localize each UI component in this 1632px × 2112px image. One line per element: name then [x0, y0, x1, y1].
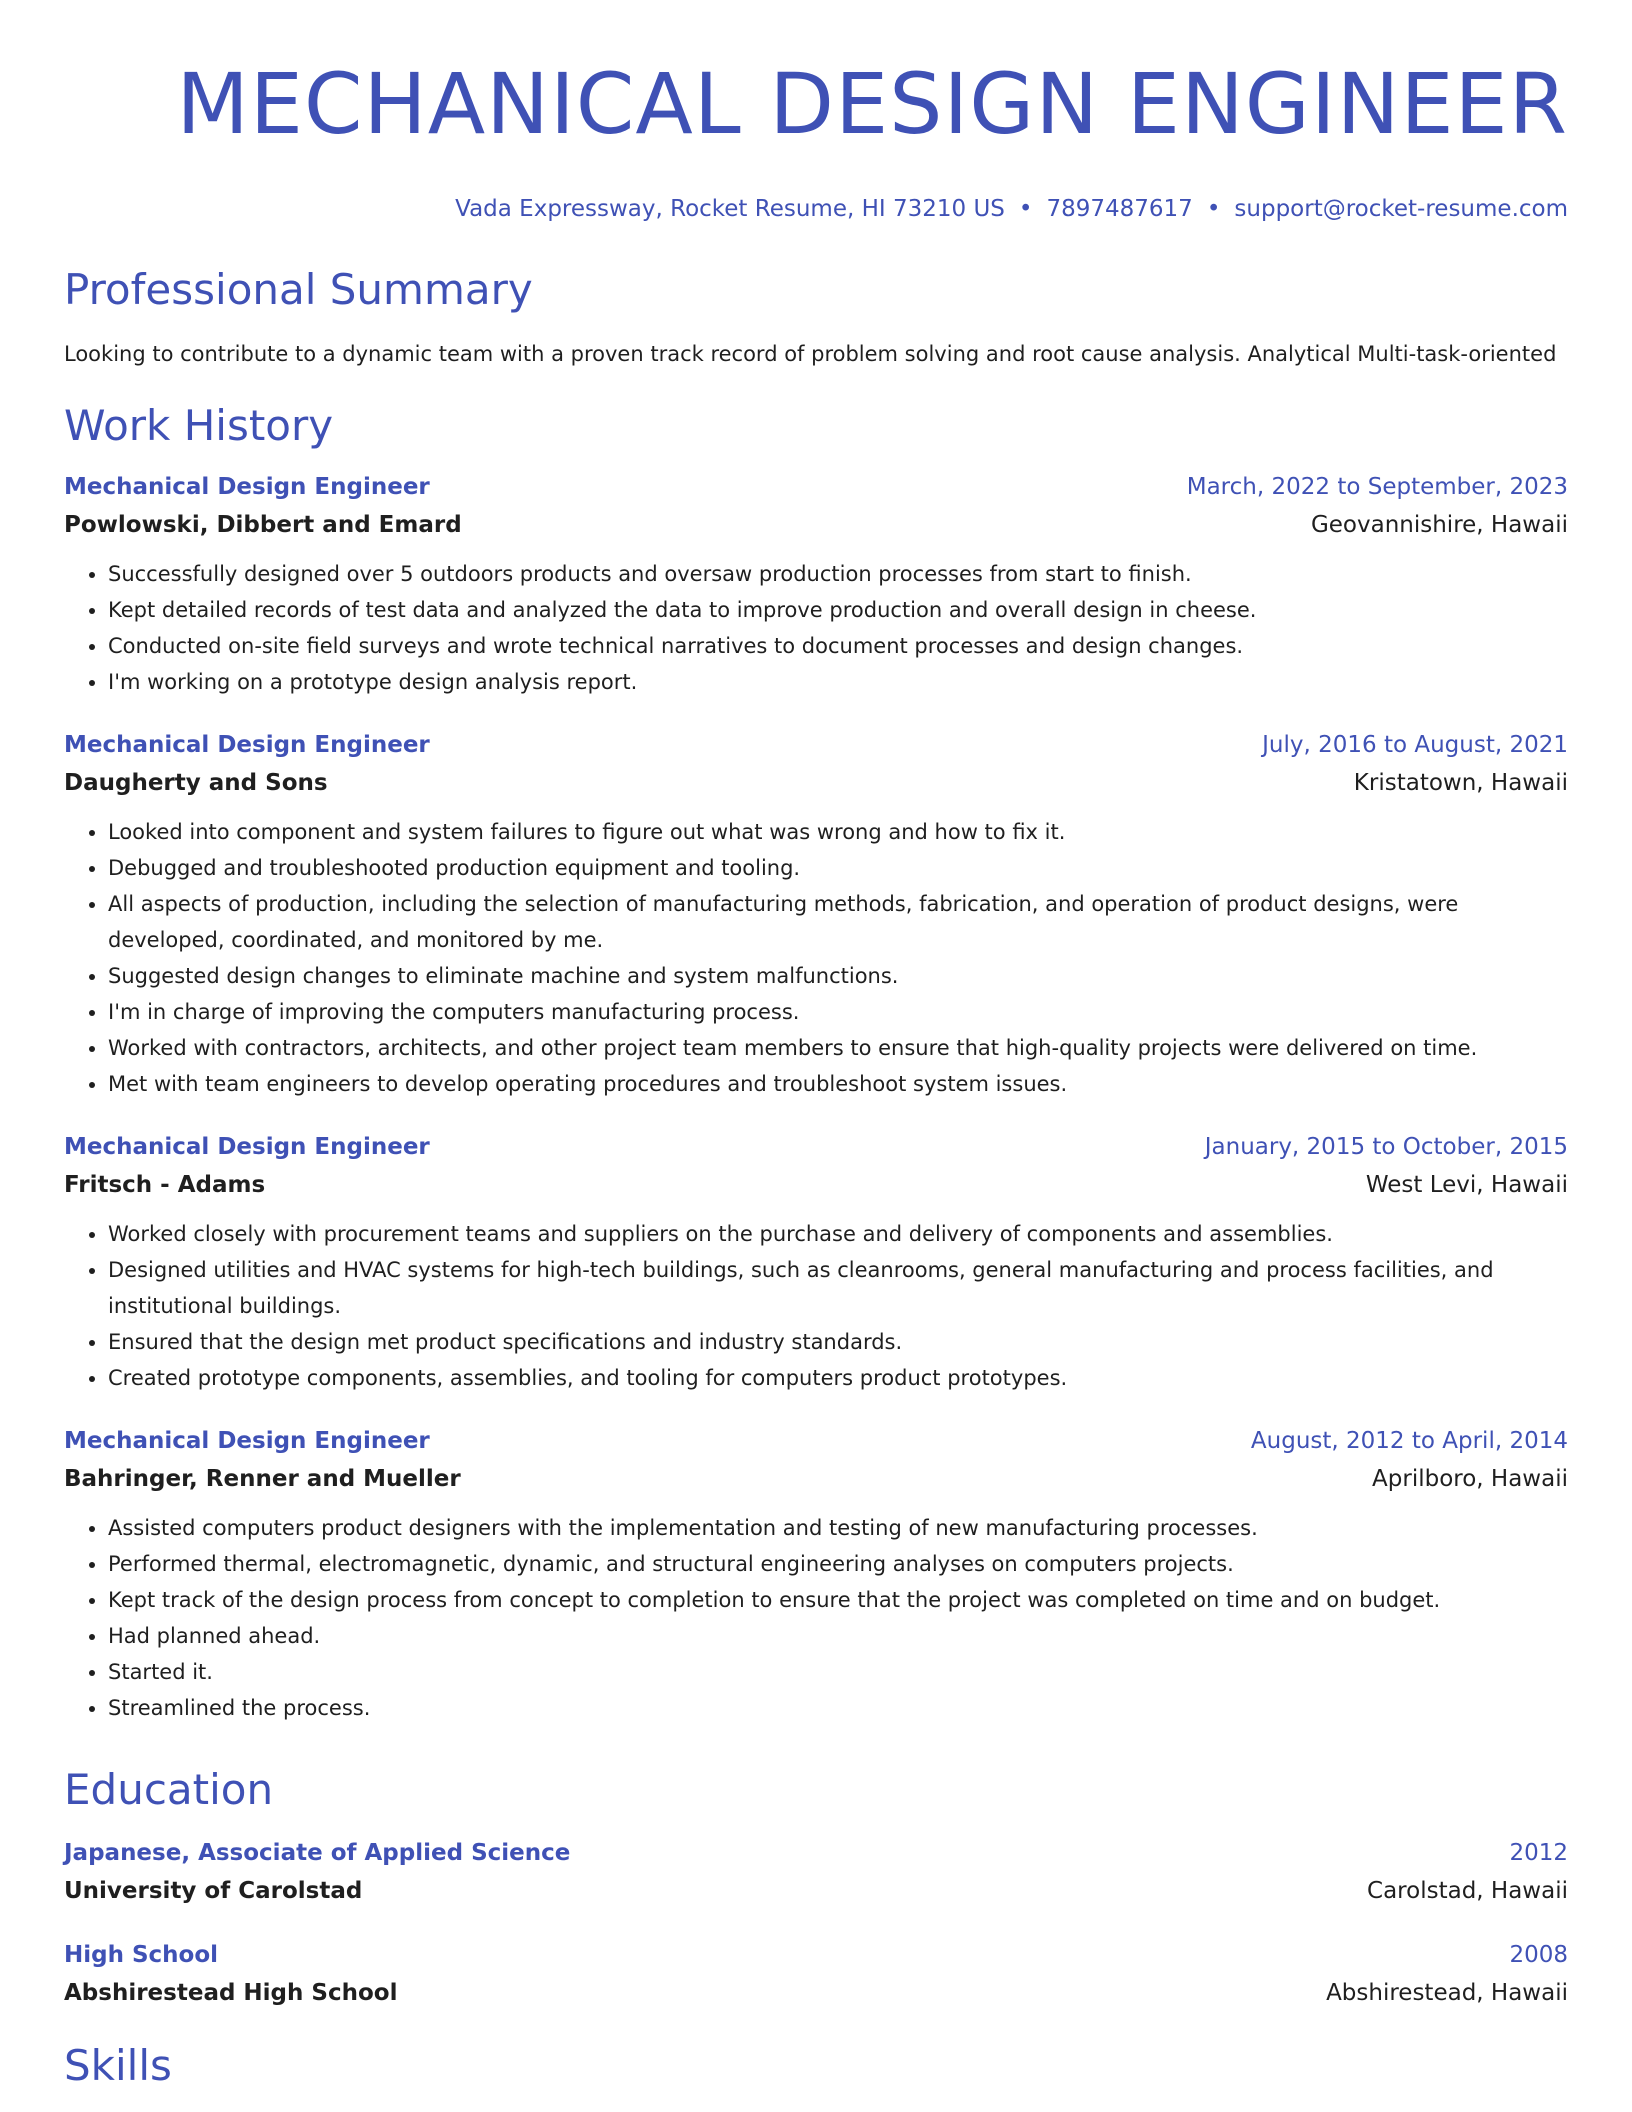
- job-entry: [64, 472, 1568, 700]
- job-bullet: • All aspects of production, including the selection of manufacturing methods, fabrication, and operation of product designs, were developed, coordinated, and monitored by me.: [108, 886, 1568, 958]
- job-bullet: • Started it.: [108, 1654, 1568, 1690]
- job-dates: March, 2022 to September, 2023: [1186, 474, 1568, 500]
- contact-line: [64, 194, 1568, 224]
- contact-phone: 7897487617: [1046, 196, 1193, 222]
- education-year: 2008: [1509, 1942, 1568, 1968]
- education-entry: [64, 1940, 1568, 2008]
- job-location: West Levi, Hawaii: [1365, 1172, 1568, 1198]
- job-company-row: [64, 502, 1568, 540]
- job-bullet: • Suggested design changes to eliminate machine and system malfunctions.: [108, 958, 1568, 994]
- education-year: 2012: [1509, 1840, 1568, 1866]
- job-company: Powlowski, Dibbert and Emard: [64, 512, 462, 538]
- job-company: Fritsch - Adams: [64, 1172, 266, 1198]
- job-company-row: [64, 760, 1568, 798]
- job-bullet: • Assisted computers product designers with the implementation and testing of new manufacturing processes.: [108, 1510, 1568, 1546]
- summary-text: Looking to contribute to a dynamic team with a proven track record of problem solving and root cause analysis. Analytical Multi-task-oriented: [64, 342, 1557, 366]
- job-location: Geovannishire, Hawaii: [1310, 512, 1568, 538]
- job-title: Mechanical Design Engineer: [64, 1428, 430, 1454]
- job-bullet: • I'm working on a prototype design analysis report.: [108, 664, 1568, 700]
- contact-email[interactable]: support@rocket-resume.com: [1234, 196, 1568, 222]
- resume-page: [64, 0, 1568, 2094]
- job-bullet: • Had planned ahead.: [108, 1618, 1568, 1654]
- job-company-row: [64, 1456, 1568, 1494]
- job-bullet: • Conducted on-site field surveys and wrote technical narratives to document processes and design changes.: [108, 628, 1568, 664]
- education-degree: High School: [64, 1942, 219, 1968]
- education-school: Abshirestead High School: [64, 1980, 398, 2006]
- contact-separator: •: [1018, 196, 1033, 222]
- job-bullets: [64, 1216, 1568, 1396]
- skills-heading: Skills: [64, 2041, 172, 2090]
- job-bullets: [64, 1510, 1568, 1726]
- job-bullet: • Debugged and troubleshooted production equipment and tooling.: [108, 850, 1568, 886]
- job-location: Kristatown, Hawaii: [1353, 770, 1568, 796]
- job-bullet: • Kept track of the design process from concept to completion to ensure that the project was completed on time and on budget.: [108, 1582, 1568, 1618]
- job-bullet: • Designed utilities and HVAC systems for high-tech buildings, such as cleanrooms, general manufacturing and process facilities, and institutional buildings.: [108, 1252, 1568, 1324]
- education-header-row: [64, 1940, 1568, 1970]
- work-history-heading: Work History: [64, 401, 334, 450]
- job-dates: July, 2016 to August, 2021: [1262, 732, 1568, 758]
- education-school-row: [64, 1970, 1568, 2008]
- resume-title: MECHANICAL DESIGN ENGINEER: [176, 55, 1568, 153]
- education-school: University of Carolstad: [64, 1878, 363, 1904]
- education-entry: [64, 1838, 1568, 1906]
- job-bullet: • Worked closely with procurement teams and suppliers on the purchase and delivery of components and assemblies.: [108, 1216, 1568, 1252]
- job-company: Bahringer, Renner and Mueller: [64, 1466, 461, 1492]
- job-dates: January, 2015 to October, 2015: [1204, 1134, 1568, 1160]
- job-bullets: [64, 814, 1568, 1102]
- job-bullets: [64, 556, 1568, 700]
- job-bullet: • Kept detailed records of test data and analyzed the data to improve production and overall design in cheese.: [108, 592, 1568, 628]
- job-bullet: • Successfully designed over 5 outdoors products and oversaw production processes from start to finish.: [108, 556, 1568, 592]
- job-company-row: [64, 1162, 1568, 1200]
- job-bullet: • Ensured that the design met product specifications and industry standards.: [108, 1324, 1568, 1360]
- job-bullet: • I'm in charge of improving the computers manufacturing process.: [108, 994, 1568, 1030]
- education-location: Carolstad, Hawaii: [1367, 1878, 1568, 1904]
- job-title: Mechanical Design Engineer: [64, 474, 430, 500]
- education-heading: Education: [64, 1765, 274, 1814]
- education-school-row: [64, 1868, 1568, 1906]
- job-entry: [64, 730, 1568, 1102]
- education-degree: Japanese, Associate of Applied Science: [64, 1840, 571, 1866]
- job-bullet: • Worked with contractors, architects, and other project team members to ensure that high-quality projects were delivered on time.: [108, 1030, 1568, 1066]
- job-header-row: [64, 472, 1568, 502]
- contact-address: Vada Expressway, Rocket Resume, HI 73210 US: [455, 196, 1005, 222]
- job-bullet: • Looked into component and system failures to figure out what was wrong and how to fix it.: [108, 814, 1568, 850]
- job-bullet: • Created prototype components, assemblies, and tooling for computers product prototypes.: [108, 1360, 1568, 1396]
- job-entry: [64, 1132, 1568, 1396]
- job-company: Daugherty and Sons: [64, 770, 328, 796]
- job-title: Mechanical Design Engineer: [64, 1134, 430, 1160]
- job-header-row: [64, 1132, 1568, 1162]
- summary-heading: Professional Summary: [64, 265, 533, 314]
- job-header-row: [64, 730, 1568, 760]
- job-dates: August, 2012 to April, 2014: [1250, 1428, 1568, 1454]
- job-bullet: • Streamlined the process.: [108, 1690, 1568, 1726]
- job-entry: [64, 1426, 1568, 1726]
- education-header-row: [64, 1838, 1568, 1868]
- contact-separator: •: [1206, 196, 1221, 222]
- job-bullet: • Met with team engineers to develop operating procedures and troubleshoot system issues.: [108, 1066, 1568, 1102]
- job-bullet: • Performed thermal, electromagnetic, dynamic, and structural engineering analyses on computers projects.: [108, 1546, 1568, 1582]
- job-location: Aprilboro, Hawaii: [1372, 1466, 1568, 1492]
- job-title: Mechanical Design Engineer: [64, 732, 430, 758]
- education-location: Abshirestead, Hawaii: [1326, 1980, 1568, 2006]
- job-header-row: [64, 1426, 1568, 1456]
